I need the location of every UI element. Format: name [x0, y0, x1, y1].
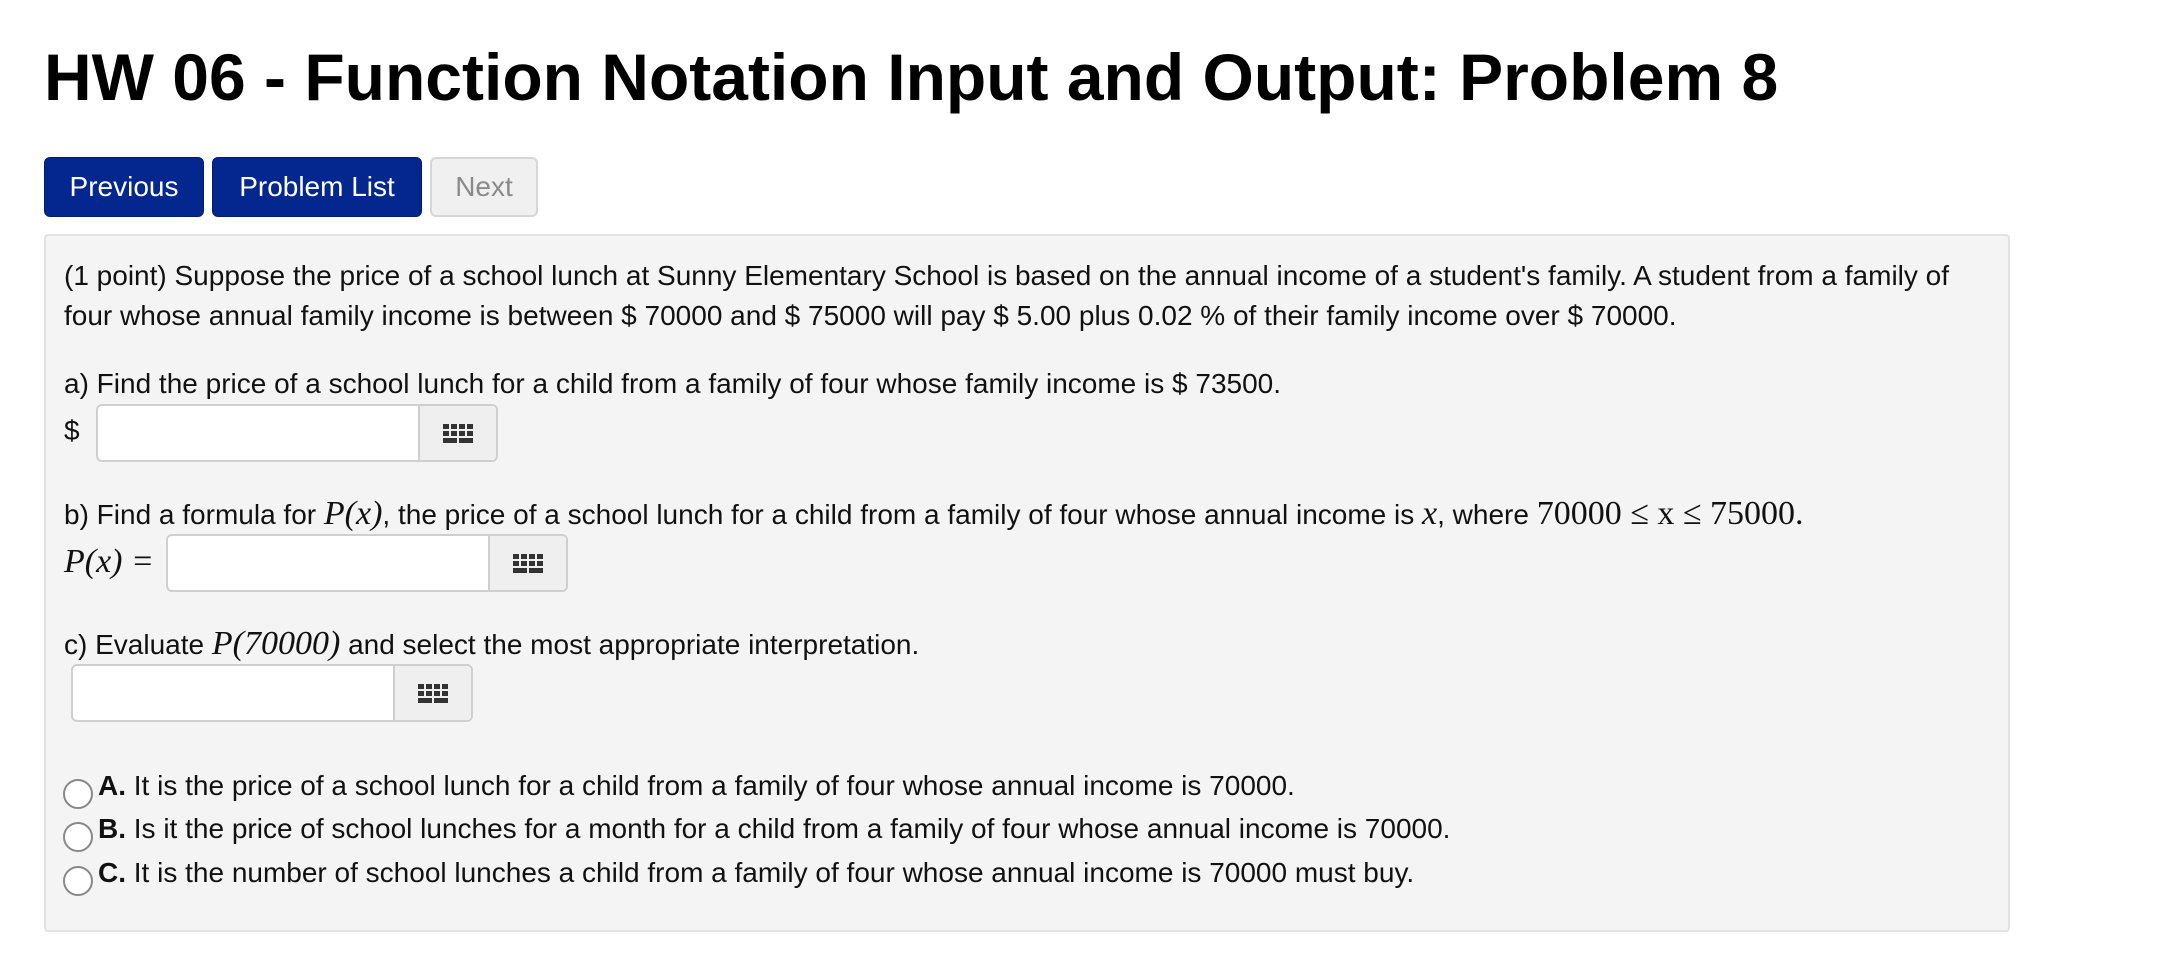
- part-b-equation-editor-button[interactable]: [490, 536, 566, 590]
- part-b-q-mid: , the price of a school lunch for a child from a family of four whose annual income is: [382, 499, 1415, 530]
- part-a-answer-input[interactable]: [98, 406, 420, 460]
- option-b-label[interactable]: [98, 809, 1450, 849]
- part-b-answer-input[interactable]: [168, 536, 490, 590]
- option-a-label[interactable]: [98, 766, 1295, 806]
- option-c-radio[interactable]: [63, 866, 93, 896]
- option-c-text: It is the number of school lunches a child from a family of four whose annual income is 70000 must buy.: [133, 857, 1415, 888]
- part-b-q-start: b) Find a formula for: [64, 499, 317, 530]
- option-a-letter: A.: [98, 770, 126, 801]
- problem-nav: [44, 157, 538, 217]
- part-c-equation-editor-button[interactable]: [395, 666, 471, 720]
- page-title: HW 06 - Function Notation Input and Output: Problem 8: [44, 40, 1779, 114]
- option-b-text: Is it the price of school lunches for a month for a child from a family of four whose annual income is 70000.: [133, 813, 1451, 844]
- part-b-answer-group: [166, 534, 568, 592]
- option-b-letter: B.: [98, 813, 126, 844]
- keypad-icon: [513, 554, 543, 573]
- problem-list-button[interactable]: Problem List: [212, 157, 422, 217]
- part-b-q-where: , where: [1437, 499, 1529, 530]
- part-c-q-fn: P(70000): [211, 625, 341, 662]
- part-c-answer-input[interactable]: [73, 666, 395, 720]
- problem-body: [44, 234, 2010, 932]
- part-c-answer-group: [71, 664, 473, 722]
- part-a-answer-group: [96, 404, 498, 462]
- part-c-q-end: and select the most appropriate interpretation.: [348, 629, 920, 660]
- problem-intro-line1: (1 point) Suppose the price of a school lunch at Sunny Elementary School is based on the annual income of a student's family. A student from a family of: [64, 260, 1950, 291]
- part-a-equation-editor-button[interactable]: [420, 406, 496, 460]
- part-c-q-start: c) Evaluate: [64, 629, 205, 660]
- part-b-q-var: x: [1422, 495, 1438, 532]
- next-button[interactable]: Next: [430, 157, 538, 217]
- option-c-letter: C.: [98, 857, 126, 888]
- option-c-label[interactable]: [98, 853, 1414, 893]
- part-b-prefix: P(x) =: [64, 543, 154, 580]
- part-a-dollar-prefix: $: [64, 415, 80, 446]
- part-b-q-ineq: 70000 ≤ x ≤ 75000.: [1536, 495, 1804, 532]
- option-a-radio[interactable]: [63, 779, 93, 809]
- part-b-q-fn: P(x): [323, 495, 383, 532]
- option-b-radio[interactable]: [63, 822, 93, 852]
- keypad-icon: [443, 424, 473, 443]
- part-c-question: [64, 624, 919, 665]
- problem-intro-line2: four whose annual family income is between $ 70000 and $ 75000 will pay $ 5.00 plus 0.02 % of their family income over $ 70000.: [64, 300, 1677, 331]
- part-a-question: a) Find the price of a school lunch for a child from a family of four whose family income is $ 73500.: [64, 368, 1282, 399]
- keypad-icon: [418, 684, 448, 703]
- option-a-text: It is the price of a school lunch for a child from a family of four whose annual income is 70000.: [133, 770, 1295, 801]
- previous-button[interactable]: Previous: [44, 157, 204, 217]
- part-b-question: [64, 494, 1804, 535]
